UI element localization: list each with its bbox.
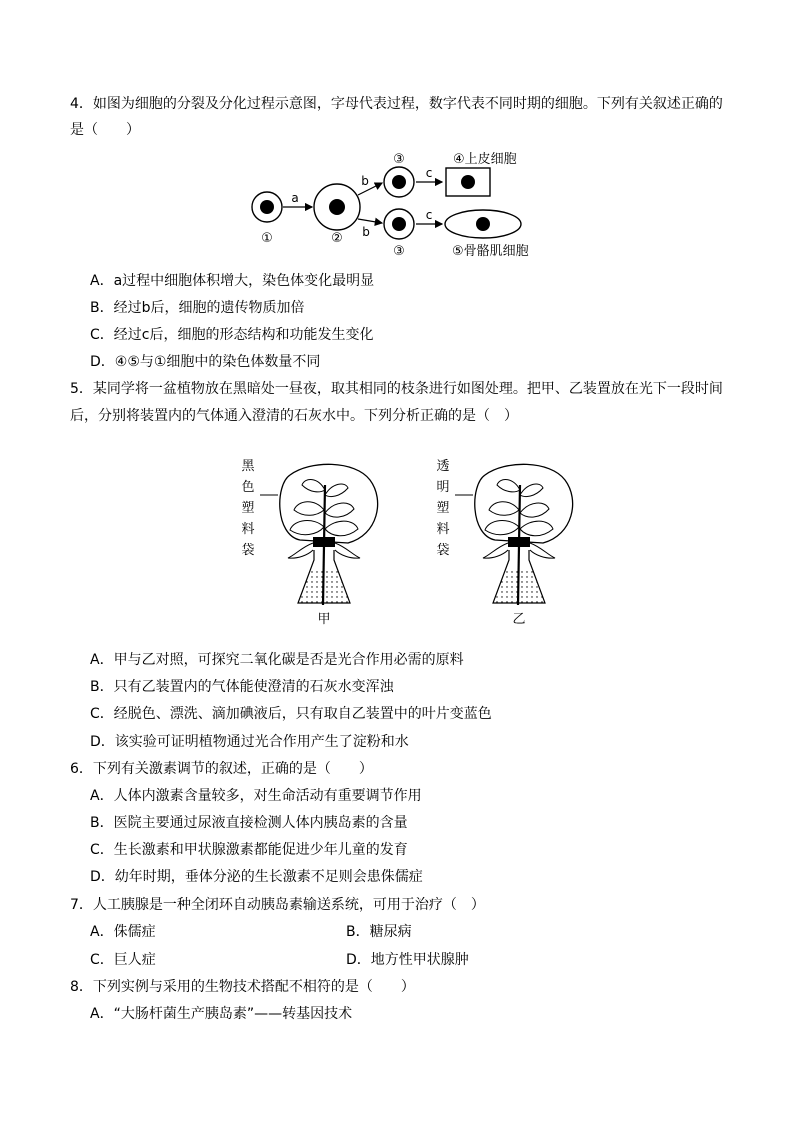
q5-stem-line2: 后，分别将装置内的气体通入澄清的石灰水中。下列分析正确的是（ ） (70, 408, 518, 424)
bag-char: 透 (436, 459, 450, 474)
q6-option-a: A．人体内激素含量较多，对生命活动有重要调节作用 (90, 788, 422, 804)
q5-option-b: B．只有乙装置内的气体能使澄清的石灰水变浑浊 (90, 679, 394, 695)
cell-1-label: ① (261, 231, 273, 246)
q5-option-c: C．经脱色、漂洗、滴加碘液后，只有取自乙装置中的叶片变蓝色 (90, 706, 492, 722)
bag-char: 色 (241, 480, 255, 495)
q4-option-c: C．经过c后，细胞的形态结构和功能发生变化 (90, 327, 374, 343)
bag-char: 料 (241, 522, 255, 537)
q6-option-c: C．生长激素和甲状腺激素都能促进少年儿童的发育 (90, 842, 408, 858)
cell-3-bottom-label: ③ (393, 244, 405, 259)
q4-stem-line2: 是（ ） (70, 122, 140, 138)
arrow-c-bottom-label: c (425, 208, 433, 222)
cell-2-label: ② (331, 231, 343, 246)
arrow-c-top-label: c (425, 166, 433, 180)
cell-4-label: ④上皮细胞 (453, 152, 517, 167)
arrow-b-bottom-label: b (362, 225, 370, 239)
bag-char: 料 (436, 522, 450, 537)
bag-char: 黑 (241, 459, 255, 474)
q7-option-c: C．巨人症 (90, 952, 156, 968)
cell-4-epithelial (446, 168, 490, 196)
q5-option-d: D．该实验可证明植物通过光合作用产生了淀粉和水 (90, 734, 409, 750)
q6-stem: 6．下列有关激素调节的叙述，正确的是（ ） (70, 761, 373, 777)
q7-option-b: B．糖尿病 (346, 924, 412, 940)
bag-char: 明 (436, 480, 450, 495)
cell-5-skeletal-muscle (445, 210, 521, 238)
q7-stem: 7．人工胰腺是一种全闭环自动胰岛素输送系统，可用于治疗（ ） (70, 897, 485, 913)
q7-option-a: A．侏儒症 (90, 924, 156, 940)
q6-option-b: B．医院主要通过尿液直接检测人体内胰岛素的含量 (90, 815, 408, 831)
bag-char: 塑 (436, 501, 450, 516)
cell-division-diagram (240, 145, 560, 265)
q8-option-a: A．“大肠杆菌生产胰岛素”——转基因技术 (90, 1006, 353, 1022)
q4-option-d: D．④⑤与①细胞中的染色体数量不同 (90, 354, 321, 370)
arrow-b-top-label: b (361, 174, 369, 188)
bag-char: 袋 (436, 543, 450, 558)
arrow-a-label: a (291, 191, 299, 205)
cell-3-top (384, 167, 414, 197)
cell-3-bottom (384, 209, 414, 239)
cell-2 (314, 184, 360, 230)
q4-option-b: B．经过b后，细胞的遗传物质加倍 (90, 300, 305, 316)
q8-stem: 8．下列实例与采用的生物技术搭配不相符的是（ ） (70, 979, 415, 995)
bag-char: 塑 (241, 501, 255, 516)
cell-1 (252, 192, 282, 222)
setup-jia-label: 甲 (317, 612, 331, 627)
q5-stem-line1: 5．某同学将一盆植物放在黑暗处一昼夜，取其相同的枝条进行如图处理。把甲、乙装置放在光下一段时间 (70, 381, 723, 397)
setup-yi-label: 乙 (512, 612, 526, 627)
bag-char: 袋 (241, 543, 255, 558)
q4-option-a: A．a过程中细胞体积增大，染色体变化最明显 (90, 273, 375, 289)
q5-option-a: A．甲与乙对照，可探究二氧化碳是否是光合作用必需的原料 (90, 652, 464, 668)
setup-jia (241, 459, 377, 627)
q4-stem-line1: 4．如图为细胞的分裂及分化过程示意图，字母代表过程，数字代表不同时期的细胞。下列有关叙述正确的 (70, 96, 723, 112)
plant-bag-diagram (230, 455, 590, 635)
q6-option-d: D．幼年时期，垂体分泌的生长激素不足则会患侏儒症 (90, 869, 423, 885)
cell-3-top-label: ③ (393, 152, 405, 167)
setup-yi (436, 459, 572, 627)
cell-5-label: ⑤骨骼肌细胞 (452, 244, 529, 259)
q7-option-d: D．地方性甲状腺肿 (346, 952, 469, 968)
